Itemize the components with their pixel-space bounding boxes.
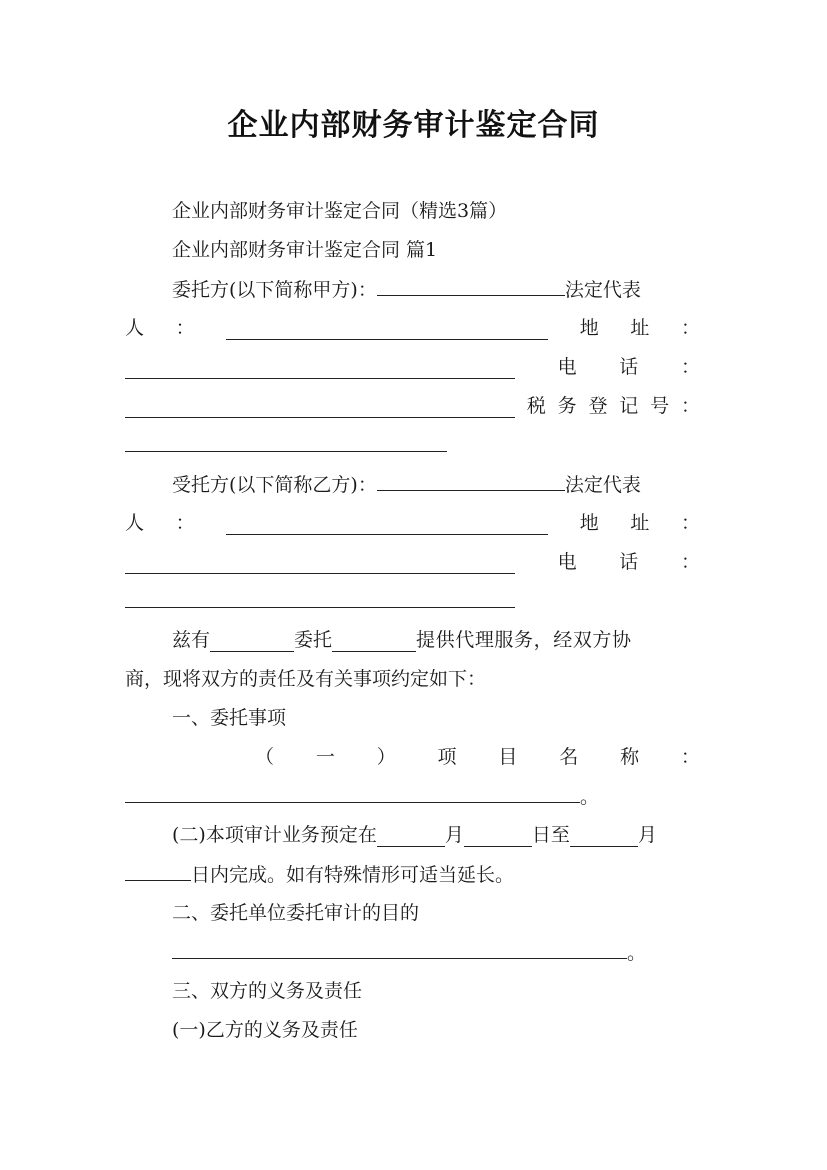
item1-char-8: ： — [680, 746, 700, 768]
document-subtitle: 企业内部财务审计鉴定合同（精选3篇） — [172, 200, 508, 222]
client-party-line — [172, 277, 641, 302]
client-tax-blank — [125, 433, 447, 452]
section1-heading: 一、委托事项 — [172, 707, 287, 729]
client-tax-line — [125, 433, 447, 458]
client-phone-blank — [125, 399, 515, 418]
contractor-phone-char2: 话 — [619, 551, 639, 573]
contractor-address-colon: ： — [680, 512, 700, 534]
client-rep-address-line — [125, 316, 700, 340]
item2-month2: 月 — [637, 824, 657, 846]
section3-sub1: (一)乙方的义务及责任 — [172, 1019, 358, 1041]
section3-heading: 三、双方的义务及责任 — [172, 980, 363, 1002]
item2-day1: 日至 — [531, 824, 570, 846]
item2-month2-blank — [570, 828, 638, 847]
client-phone-char1: 电 — [557, 356, 577, 378]
document-title: 企业内部财务审计鉴定合同 — [227, 108, 600, 143]
contractor-party-line — [172, 472, 641, 497]
contractor-rep-address-line — [125, 511, 700, 535]
intro-text-1: 兹有 — [172, 629, 211, 651]
contractor-phone-blank — [125, 589, 515, 608]
item1-char-7: 称 — [620, 746, 640, 768]
section1-item2-line-2 — [125, 862, 514, 887]
item1-char-3: ） — [376, 746, 396, 768]
client-tax-char-3: 登 — [588, 395, 608, 417]
item1-char-4: 项 — [437, 746, 457, 768]
client-tax-char-1: 税 — [526, 395, 546, 417]
contractor-rep-colon: ： — [175, 512, 195, 534]
client-legal-rep-label-end: 人 — [125, 317, 145, 339]
item1-char-1: （ — [255, 746, 275, 768]
section-heading: 企业内部财务审计鉴定合同 篇1 — [172, 239, 438, 261]
client-phone-colon: ： — [680, 356, 700, 378]
section1-item2-line — [172, 823, 700, 847]
item2-end: 日内完成。如有特殊情形可适当延长。 — [191, 864, 515, 886]
contractor-phone-line — [125, 589, 515, 614]
contractor-party-label: 受托方(以下简称乙方)： — [172, 474, 377, 496]
contractor-legal-rep-label: 法定代表 — [564, 474, 641, 496]
contractor-address-phone-line — [125, 550, 700, 574]
client-phone-tax-line — [125, 394, 700, 418]
item1-name-blank — [125, 784, 580, 803]
client-tax-char-4: 记 — [619, 395, 639, 417]
contractor-phone-colon: ： — [680, 551, 700, 573]
item2-month1-blank — [377, 828, 445, 847]
item1-char-6: 名 — [559, 746, 579, 768]
client-rep-blank — [226, 321, 548, 340]
client-phone-char2: 话 — [619, 356, 639, 378]
client-name-blank — [377, 277, 565, 296]
intro-text-3 — [416, 628, 700, 652]
client-address-colon: ： — [680, 317, 700, 339]
client-address-char2: 址 — [630, 317, 650, 339]
item2-text-1: (二)本项审计业务预定在 — [172, 824, 377, 846]
client-tax-char-5: 号 — [650, 395, 670, 417]
section1-item1-blank-line — [125, 784, 599, 809]
intro-text-2: 委托 — [294, 629, 333, 651]
item2-day1-blank — [464, 828, 532, 847]
client-address-char1: 地 — [579, 317, 599, 339]
contractor-phone-char1: 电 — [557, 551, 577, 573]
item2-day2-blank — [125, 862, 191, 881]
contractor-address-char2: 址 — [630, 512, 650, 534]
intro-line-2: 商，现将双方的责任及有关事项约定如下： — [125, 668, 487, 690]
client-legal-rep-label: 法定代表 — [564, 279, 641, 301]
section2-blank-line — [172, 940, 646, 965]
section2-end: 。 — [627, 942, 647, 964]
client-tax-char-6: ： — [680, 395, 700, 417]
contractor-name-blank — [377, 472, 565, 491]
intro-blank-2 — [332, 633, 416, 652]
contractor-rep-blank — [226, 516, 548, 535]
item2-month1: 月 — [444, 824, 464, 846]
section2-purpose-blank — [172, 940, 627, 959]
intro-text-3-content: 提供代理服务，经双方协 — [416, 629, 632, 651]
section1-item1-line — [255, 745, 700, 769]
contractor-address-blank — [125, 555, 515, 574]
item1-char-5: 目 — [498, 746, 518, 768]
item1-end: 。 — [580, 786, 600, 808]
item1-char-2: 一 — [315, 746, 335, 768]
client-rep-colon: ： — [175, 317, 195, 339]
section2-heading: 二、委托单位委托审计的目的 — [172, 902, 420, 924]
client-address-phone-line — [125, 355, 700, 379]
client-party-label: 委托方(以下简称甲方)： — [172, 279, 377, 301]
client-tax-char-2: 务 — [557, 395, 577, 417]
client-address-blank — [125, 360, 515, 379]
contractor-legal-rep-label-end: 人 — [125, 512, 145, 534]
intro-blank-1 — [210, 633, 294, 652]
intro-line-1 — [172, 628, 700, 652]
contractor-address-char1: 地 — [579, 512, 599, 534]
